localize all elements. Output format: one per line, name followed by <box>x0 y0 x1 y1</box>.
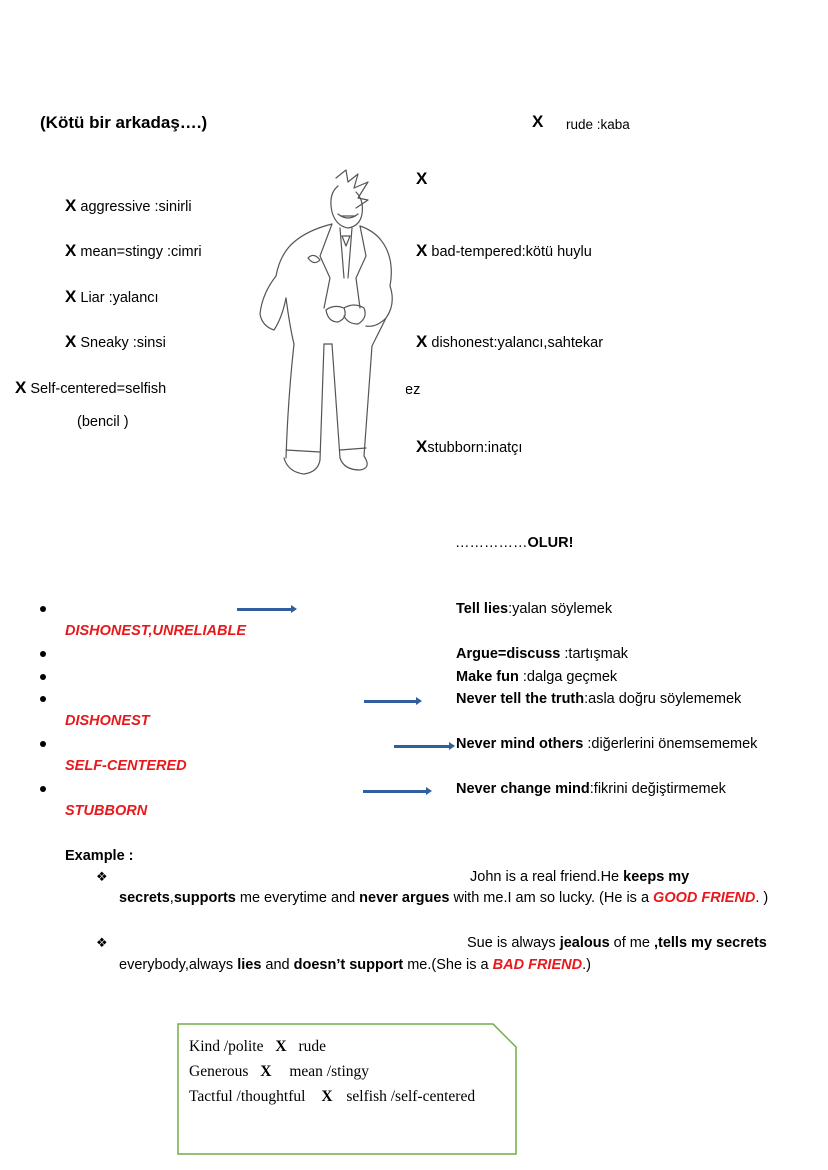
arrow-icon <box>237 608 292 611</box>
label-stubborn: STUBBORN <box>65 803 148 819</box>
diamond-bullet-icon: ❖ <box>96 869 108 884</box>
label-self-centered: SELF-CENTERED <box>65 758 187 774</box>
x-mark: X <box>532 112 544 131</box>
label-dishonest-unreliable: DISHONEST,UNRELIABLE <box>65 623 246 639</box>
bullet-dot <box>40 651 46 657</box>
bullet-dot <box>40 741 46 747</box>
example-2-line-1: Sue is always jealous of me ,tells my secrets <box>467 935 767 951</box>
label-dishonest: DISHONEST <box>65 713 150 729</box>
cut-off-fragment: ez <box>405 382 421 398</box>
vocab-self-centered-meaning: (bencil ) <box>77 414 129 430</box>
olur-heading: ……………OLUR! <box>455 535 574 551</box>
opposites-row: Kind /polite X rude <box>189 1038 326 1055</box>
example-heading: Example : <box>65 848 134 864</box>
vocab-mean: X mean=stingy :cimri <box>65 241 202 260</box>
arrow-icon <box>363 790 427 793</box>
vocab-liar: X Liar :yalancı <box>65 287 159 306</box>
example-1-line-1: John is a real friend.He keeps my <box>470 869 690 885</box>
vocab-rude: rude :kaba <box>566 117 630 132</box>
vocab-stubborn: Xstubborn:inatçı <box>416 437 523 456</box>
bullet-dot <box>40 696 46 702</box>
example-1-line-2: secrets,supports me everytime and never argues with me.I am so lucky. (He is a GOOD FRIEND. ) <box>119 890 769 906</box>
x-mark: X <box>416 169 428 188</box>
bullet-dot <box>40 674 46 680</box>
bullet-make-fun: Make fun :dalga geçmek <box>456 669 618 685</box>
opposites-row: Generous X mean /stingy <box>189 1063 370 1080</box>
vocab-dishonest: X dishonest:yalancı,sahtekar <box>416 332 604 351</box>
bullet-argue: Argue=discuss :tartışmak <box>456 646 629 662</box>
vocab-bad-tempered: X bad-tempered:kötü huylu <box>416 241 592 260</box>
bullet-dot <box>40 786 46 792</box>
bullet-never-mind-others: Never mind others :diğerlerini önemsememek <box>456 736 758 752</box>
vocab-aggressive: X aggressive :sinirli <box>65 196 192 215</box>
arrow-icon <box>394 745 450 748</box>
diamond-bullet-icon: ❖ <box>96 935 108 950</box>
vocab-self-centered: X Self-centered=selfish <box>15 378 167 397</box>
bullet-never-change-mind: Never change mind:fikrini değiştirmemek <box>456 781 726 797</box>
vocab-sneaky: X Sneaky :sinsi <box>65 332 166 351</box>
example-2-line-2: everybody,always lies and doesn’t support me.(She is a BAD FRIEND.) <box>119 957 591 973</box>
page-title: (Kötü bir arkadaş….) <box>40 113 208 132</box>
bullet-never-tell-truth: Never tell the truth:asla doğru söylememek <box>456 691 742 707</box>
opposites-row: Tactful /thoughtful X selfish /self-centered <box>189 1088 476 1105</box>
arrow-icon <box>364 700 417 703</box>
joker-illustration <box>228 168 406 480</box>
bullet-tell-lies: Tell lies:yalan söylemek <box>456 601 613 617</box>
bullet-dot <box>40 606 46 612</box>
